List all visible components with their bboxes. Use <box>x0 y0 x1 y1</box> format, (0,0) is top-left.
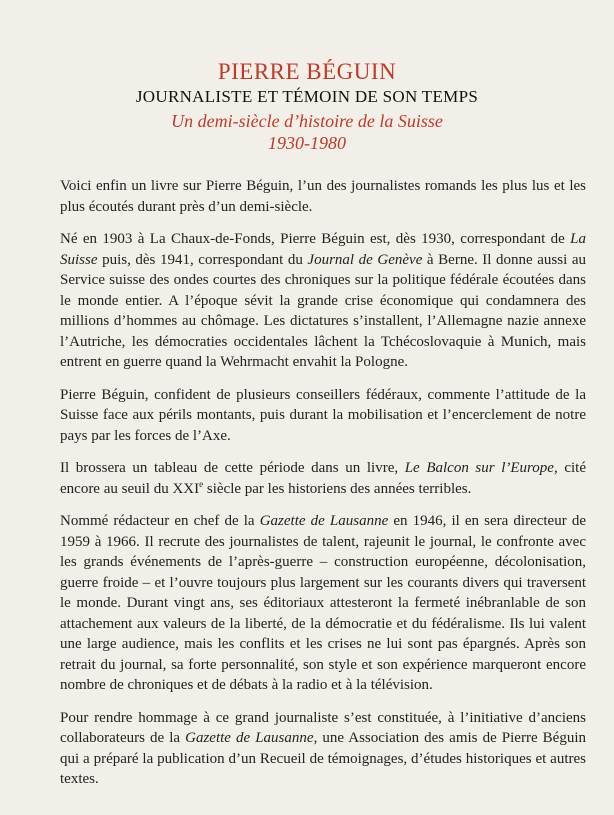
paragraph-2 <box>60 229 586 373</box>
p4-text-c: , cité encore au seuil du XXI <box>60 460 586 497</box>
p4-text-a: Il brossera un tableau de cette période dans un livre, <box>60 460 405 476</box>
page-subtitle: JOURNALISTE ET TÉMOIN DE SON TEMPS <box>135 87 479 106</box>
p5-text-a: Nommé rédacteur en chef de la <box>60 513 260 529</box>
paragraph-3 <box>60 385 586 447</box>
paragraph-4 <box>60 458 586 499</box>
years: 1930-1980 <box>268 133 346 153</box>
p5-text-c: en 1946, il en sera directeur de 1959 à 1966. Il recrute des journalistes de talent, rajeunit le journal, le confronte avec les grands événements de l’après-guerre – construction européenne, décolonisation, guerre froide – et l’ouvre toujours plus largement sur les courants divers qui traversent le monde. Durant vingt ans, ses éditoriaux attesteront la fermeté inébranlable de son attachement aux valeurs de la liberté, de la démocratie et du fédéralisme. Ils lui valent une large audience, mais les conflits et les crises ne lui sont pas épargnés. Après son retrait du journal, sa forte personnalité, son style et son expérience marqueront encore nombre de chroniques et de débats à la radio et à la télévision. <box>60 513 586 693</box>
paragraph-6 <box>60 708 586 790</box>
p6-text-a: Pour rendre hommage à ce grand journaliste s’est constituée, à l’initiative d’anciens collaborateurs de la <box>60 709 586 746</box>
p5-gazette-title: Gazette de Lausanne <box>259 513 389 529</box>
p4-superscript: e <box>199 478 204 489</box>
paragraph-3-text: Pierre Béguin, confident de plusieurs conseillers fédéraux, commente l’attitude de la Suisse face aux périls montants, puis durant la mobilisation et l’encerclement de notre pays par les forces de l’Axe. <box>60 386 586 444</box>
p4-text-d: siècle par les historiens des années terribles. <box>203 480 472 497</box>
p2-title-la-suisse: La Suisse <box>60 231 586 268</box>
tagline: Un demi-siècle d’histoire de la Suisse <box>171 111 443 131</box>
body-text <box>60 176 586 802</box>
header <box>0 58 614 154</box>
p4-book-title: Le Balcon sur l’Europe <box>404 460 554 476</box>
p2-text-c: puis, dès 1941, correspondant du <box>97 251 308 268</box>
p2-text-a: Né en 1903 à La Chaux-de-Fonds, Pierre Béguin est, dès 1930, correspondant de <box>60 231 571 247</box>
page-title: PIERRE BÉGUIN <box>217 59 397 84</box>
p6-text-c: , une Association des amis de Pierre Béguin qui a préparé la publication d’un Recueil de témoignages, d’études historiques et autres textes. <box>60 730 586 787</box>
paragraph-5 <box>60 511 586 696</box>
paragraph-1-text: Voici enfin un livre sur Pierre Béguin, l’un des journalistes romands les plus lus et les plus écoutés durant près d’un demi-siècle. <box>60 178 586 215</box>
p6-gazette-title: Gazette de Lausanne <box>185 730 314 746</box>
p2-text-e: à Berne. Il donne aussi au Service suisse des ondes courtes des chroniques sur la politique fédérale écoutées dans le monde entier. A l’époque sévit la grande crise économique qui condamnera des millions d’hommes au chômage. Les dictatures s’installent, l’Allemagne nazie annexe l’Autriche, les démocraties occidentales lâchent la Tchécoslovaquie à Munich, mais entrent en guerre quand la Wehrmacht envahit la Pologne. <box>60 251 587 370</box>
p2-title-journal-de-geneve: Journal de Genève <box>307 251 423 268</box>
paragraph-1 <box>60 176 586 217</box>
